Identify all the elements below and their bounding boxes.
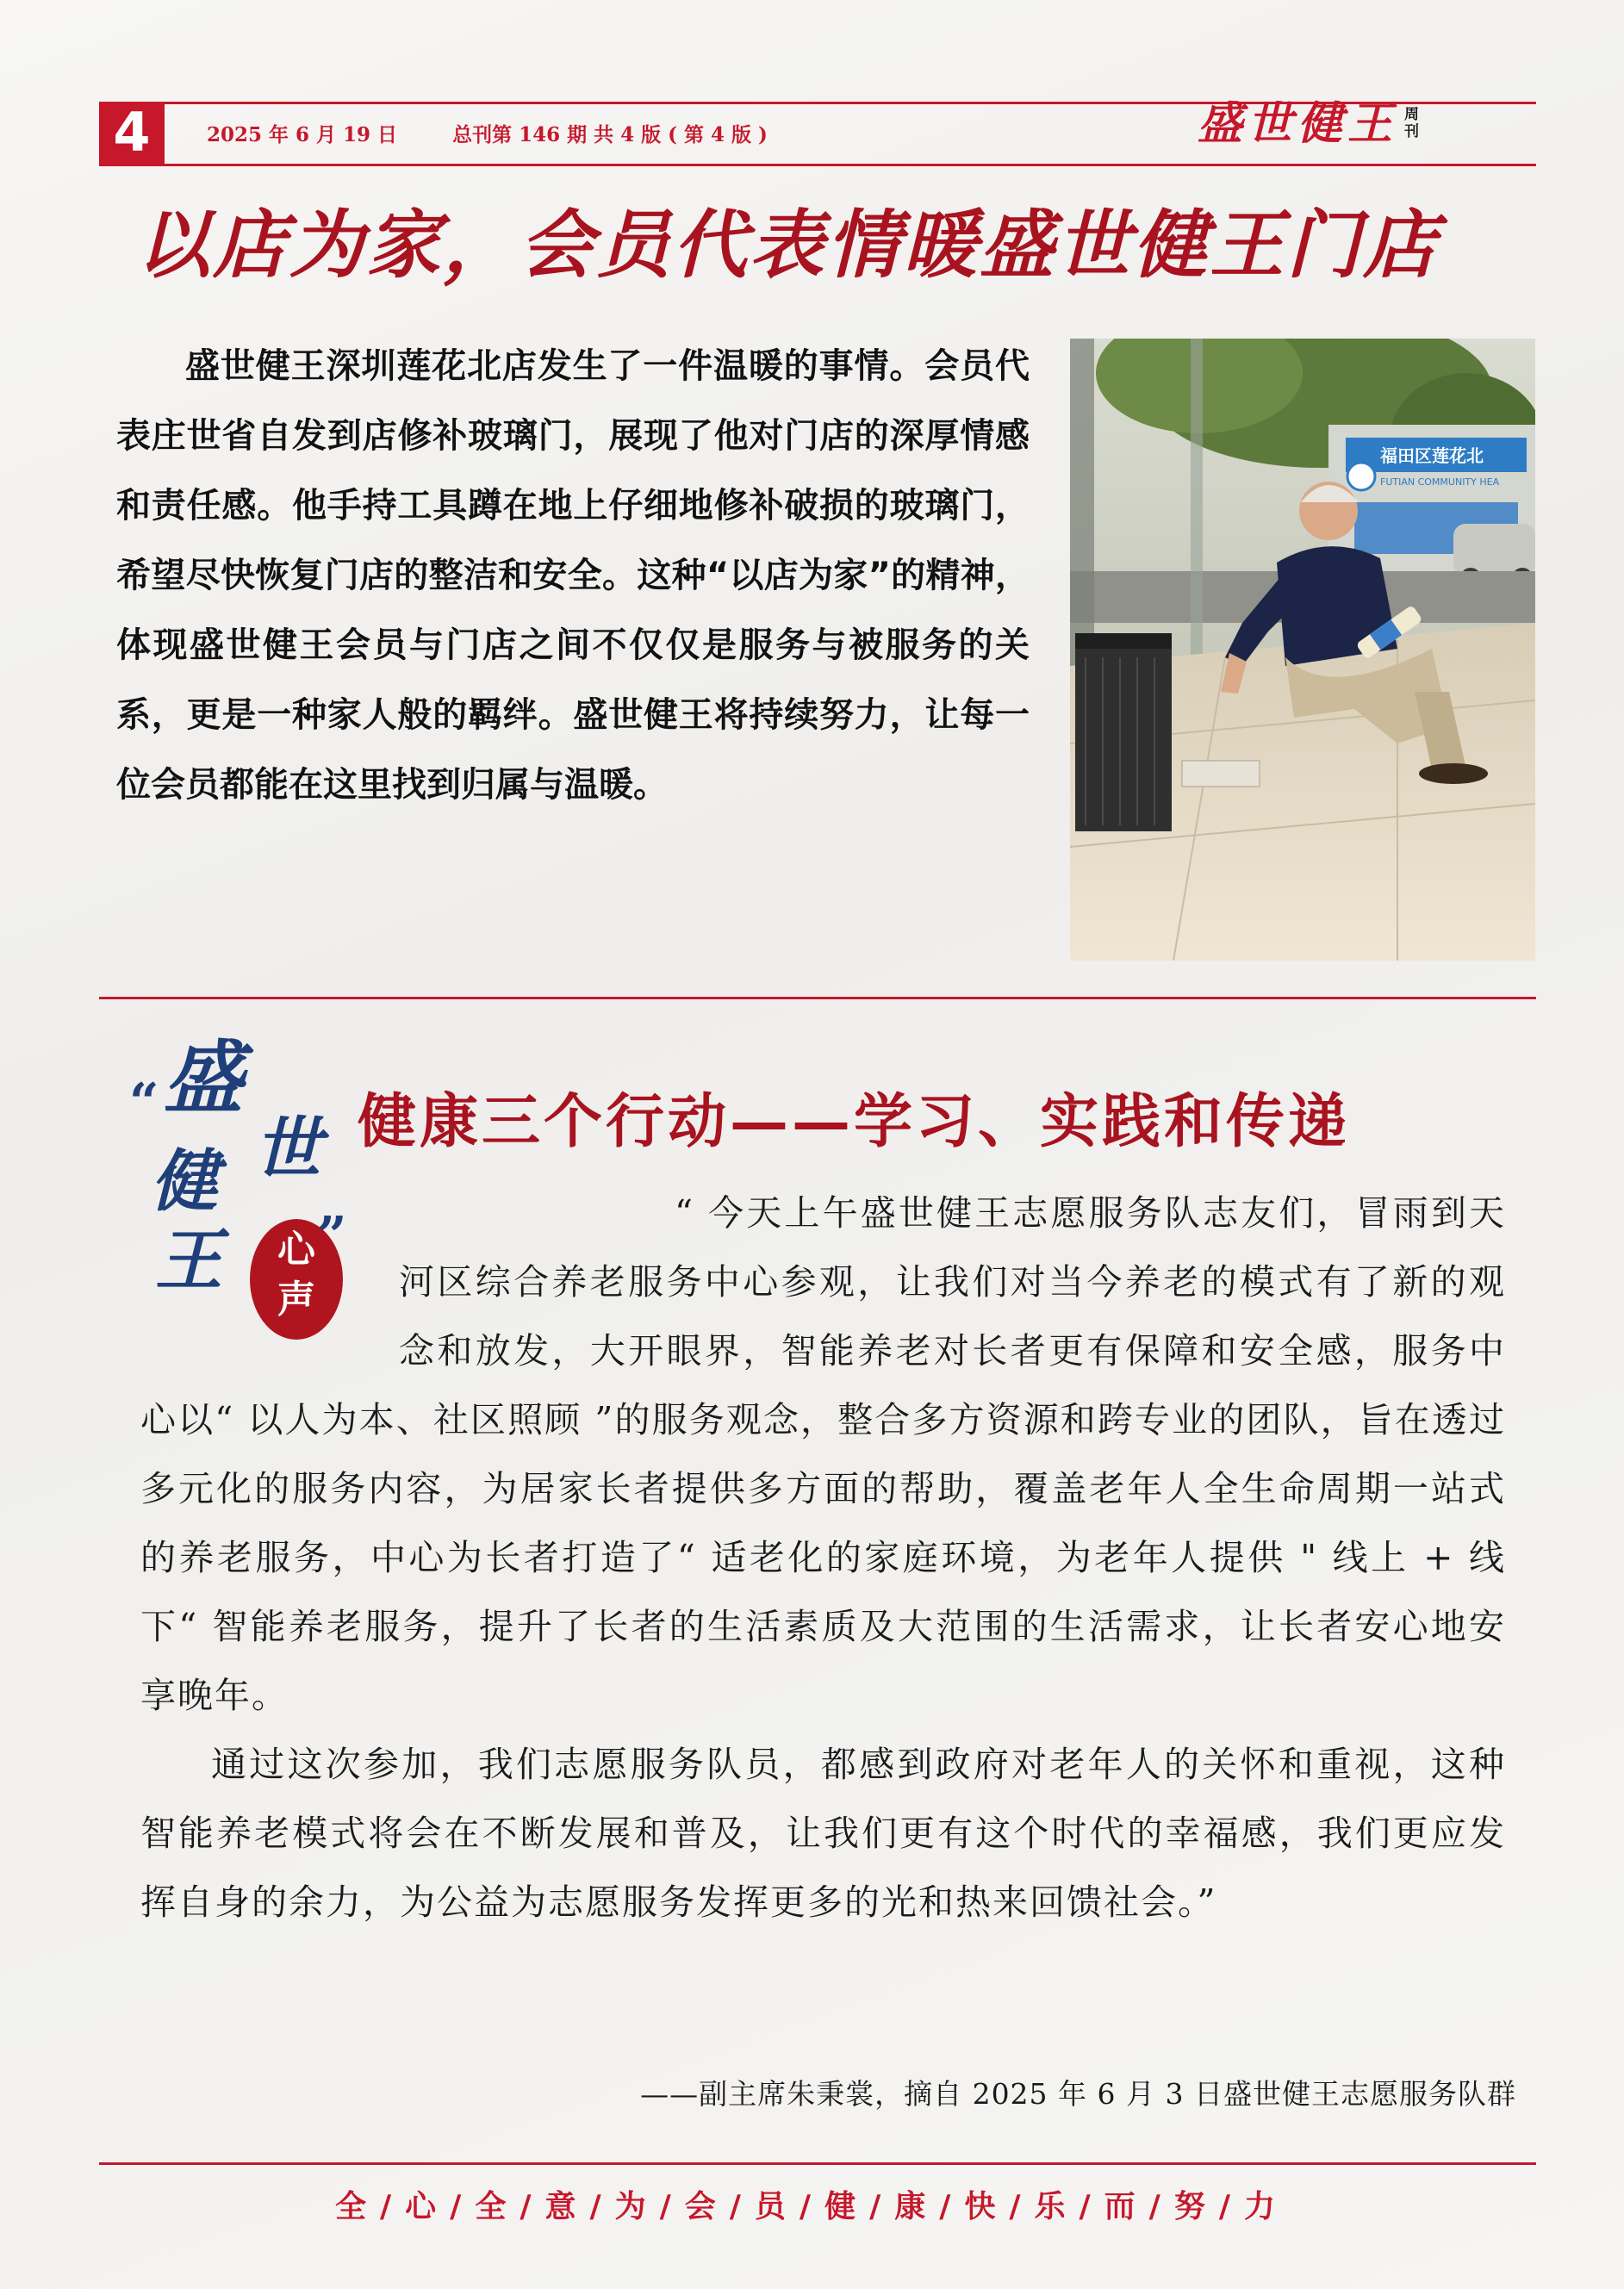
footer-slogan: 全/心/全/意/为/会/员/健/康/快/乐/而/努/力: [335, 2189, 1289, 2224]
seal-char-shi: 世: [254, 1110, 322, 1188]
seal-char-wang: 王: [155, 1222, 223, 1300]
seal-space: [140, 1179, 382, 1385]
masthead: [1198, 97, 1422, 150]
page-number: 4: [99, 102, 165, 164]
seal-char-sheng: 盛: [164, 1031, 244, 1124]
footer-divider: [99, 2162, 1536, 2165]
article2-title: 健康三个行动——学习、实践和传递: [358, 1087, 1351, 1156]
seal-close-quote: ”: [317, 1206, 347, 1266]
article2-paragraph-2: 通过这次参加，我们志愿服务队员，都感到政府对老年人的关怀和重视，这种智能养老模式将会在不断发展和普及，让我们更有这个时代的幸福感，我们更应发挥自身的余力，为公益为志愿服务发挥更多的光和热来回馈社会。”: [140, 1744, 1506, 1923]
member-repairing-door-photo: [1070, 339, 1535, 961]
article2-attribution: ——副主席朱秉裳，摘自 2025 年 6 月 3 日盛世健王志愿服务队群: [640, 2077, 1516, 2111]
issue-number: 总刊第 146 期 共 4 版 ( 第 4 版 ): [452, 123, 768, 146]
article1-photo: [1070, 339, 1535, 961]
article2-paragraph-1-text: “ 今天上午盛世健王志愿服务队志友们，冒雨到天河区综合养老服务中心参观，让我们对当今养老的模式有了新的观念和放发，大开眼界，智能养老对长者更有保障和安全感，服务中心以“ 以人为本、社区照顾 ”的服务观念，整合多方资源和跨专业的团队，旨在透过多元化的服务内容，为居家长者提供多方面的帮助，覆盖老年人全生命周期一站式的养老服务，中心为长者打造了“ 适老化的家庭环境，为老年人提供 " 线上 + 线下“ 智能养老服务，提升了长者的生活素质及大范围的生活需求，让长者安心地安享晚年。: [140, 1192, 1506, 1716]
article2-paragraph-1: [140, 1179, 1506, 1730]
seal-open-quote: “: [129, 1073, 159, 1133]
seal-circle-char-xin: 心: [277, 1228, 315, 1272]
issue-date: 2025 年 6 月 19 日: [207, 123, 398, 146]
photo-sign-text: 福田区莲花北: [1380, 445, 1484, 466]
seal-char-jian: 健: [151, 1142, 219, 1221]
article1-body: 盛世健王深圳莲花北店发生了一件温暖的事情。会员代表庄世省自发到店修补玻璃门，展现了他对门店的深厚情感和责任感。他手持工具蹲在地上仔细地修补破损的玻璃门，希望尽快恢复门店的整洁和安全。这种“以店为家”的精神，体现盛世健王会员与门店之间不仅仅是服务与被服务的关系，更是一种家人般的羁绊。盛世健王将持续努力，让每一位会员都能在这里找到归属与温暖。: [116, 346, 1030, 805]
section-divider: [99, 997, 1536, 999]
masthead-logo: 盛世健王: [1198, 97, 1398, 150]
article1-headline: 以店为家，会员代表情暖盛世健王门店: [136, 202, 1440, 289]
article2-body: [140, 1179, 1506, 1937]
masthead-tag: 周刊: [1404, 106, 1420, 140]
issue-info: [207, 119, 816, 147]
seal-circle-char-sheng: 声: [277, 1278, 315, 1322]
header-bottom-rule: [99, 164, 1536, 166]
photo-sign-subtext: FUTIAN COMMUNITY HEA: [1380, 476, 1500, 488]
